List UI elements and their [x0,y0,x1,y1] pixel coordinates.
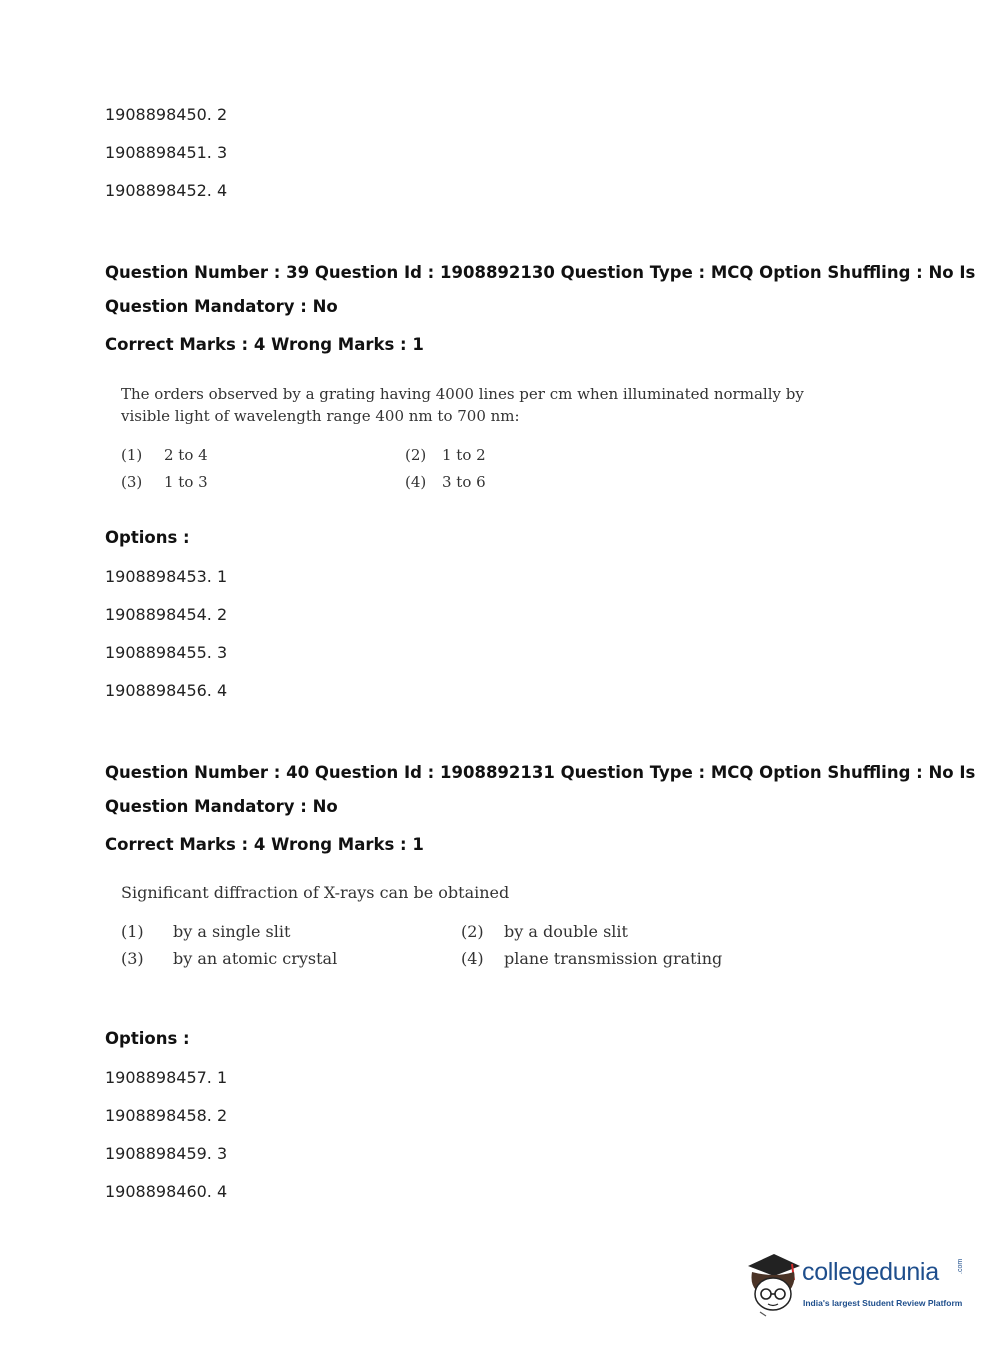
choice-number: (4) [405,473,427,491]
logo-tagline: India's largest Student Review Platform [803,1298,963,1308]
option-line: 1908898458. 2 [105,1106,228,1125]
choice-text: 2 to 4 [164,446,208,464]
student-mascot-icon [742,1250,804,1320]
question-header: Question Number : 39 Question Id : 1908892130 Question Type : MCQ Option Shuffling : No Is [105,263,976,282]
choice-number: (1) [121,446,143,464]
choice-text: 1 to 3 [164,473,208,491]
question-text: Significant diffraction of X-rays can be obtained [121,883,510,902]
logo-name: collegedunia [802,1258,939,1286]
option-line: 1908898456. 4 [105,681,228,700]
option-line: 1908898457. 1 [105,1068,228,1087]
option-line: 1908898460. 4 [105,1182,228,1201]
choice-text: plane transmission grating [504,949,723,968]
choice-text: by a double slit [504,922,628,941]
options-label: Options : [105,1029,190,1048]
choice-number: (3) [121,473,143,491]
question-text: visible light of wavelength range 400 nm to 700 nm: [121,407,520,425]
option-line: 1908898454. 2 [105,605,228,624]
choice-text: by a single slit [173,922,291,941]
choice-number: (2) [461,922,484,941]
option-line: 1908898450. 2 [105,105,228,124]
logo-suffix: .com [957,1258,964,1274]
question-marks: Correct Marks : 4 Wrong Marks : 1 [105,335,424,354]
choice-number: (1) [121,922,144,941]
option-line: 1908898459. 3 [105,1144,228,1163]
question-mandatory: Question Mandatory : No [105,297,338,316]
choice-number: (2) [405,446,427,464]
choice-text: 1 to 2 [442,446,486,464]
choice-number: (4) [461,949,484,968]
choice-text: 3 to 6 [442,473,486,491]
question-text: The orders observed by a grating having 4000 lines per cm when illuminated normally by [121,385,804,403]
question-mandatory: Question Mandatory : No [105,797,338,816]
option-line: 1908898455. 3 [105,643,228,662]
option-line: 1908898451. 3 [105,143,228,162]
choice-text: by an atomic crystal [173,949,338,968]
question-header: Question Number : 40 Question Id : 1908892131 Question Type : MCQ Option Shuffling : No Is [105,763,976,782]
choice-number: (3) [121,949,144,968]
question-marks: Correct Marks : 4 Wrong Marks : 1 [105,835,424,854]
option-line: 1908898453. 1 [105,567,228,586]
options-label: Options : [105,528,190,547]
collegedunia-logo[interactable] [742,1250,967,1320]
option-line: 1908898452. 4 [105,181,228,200]
